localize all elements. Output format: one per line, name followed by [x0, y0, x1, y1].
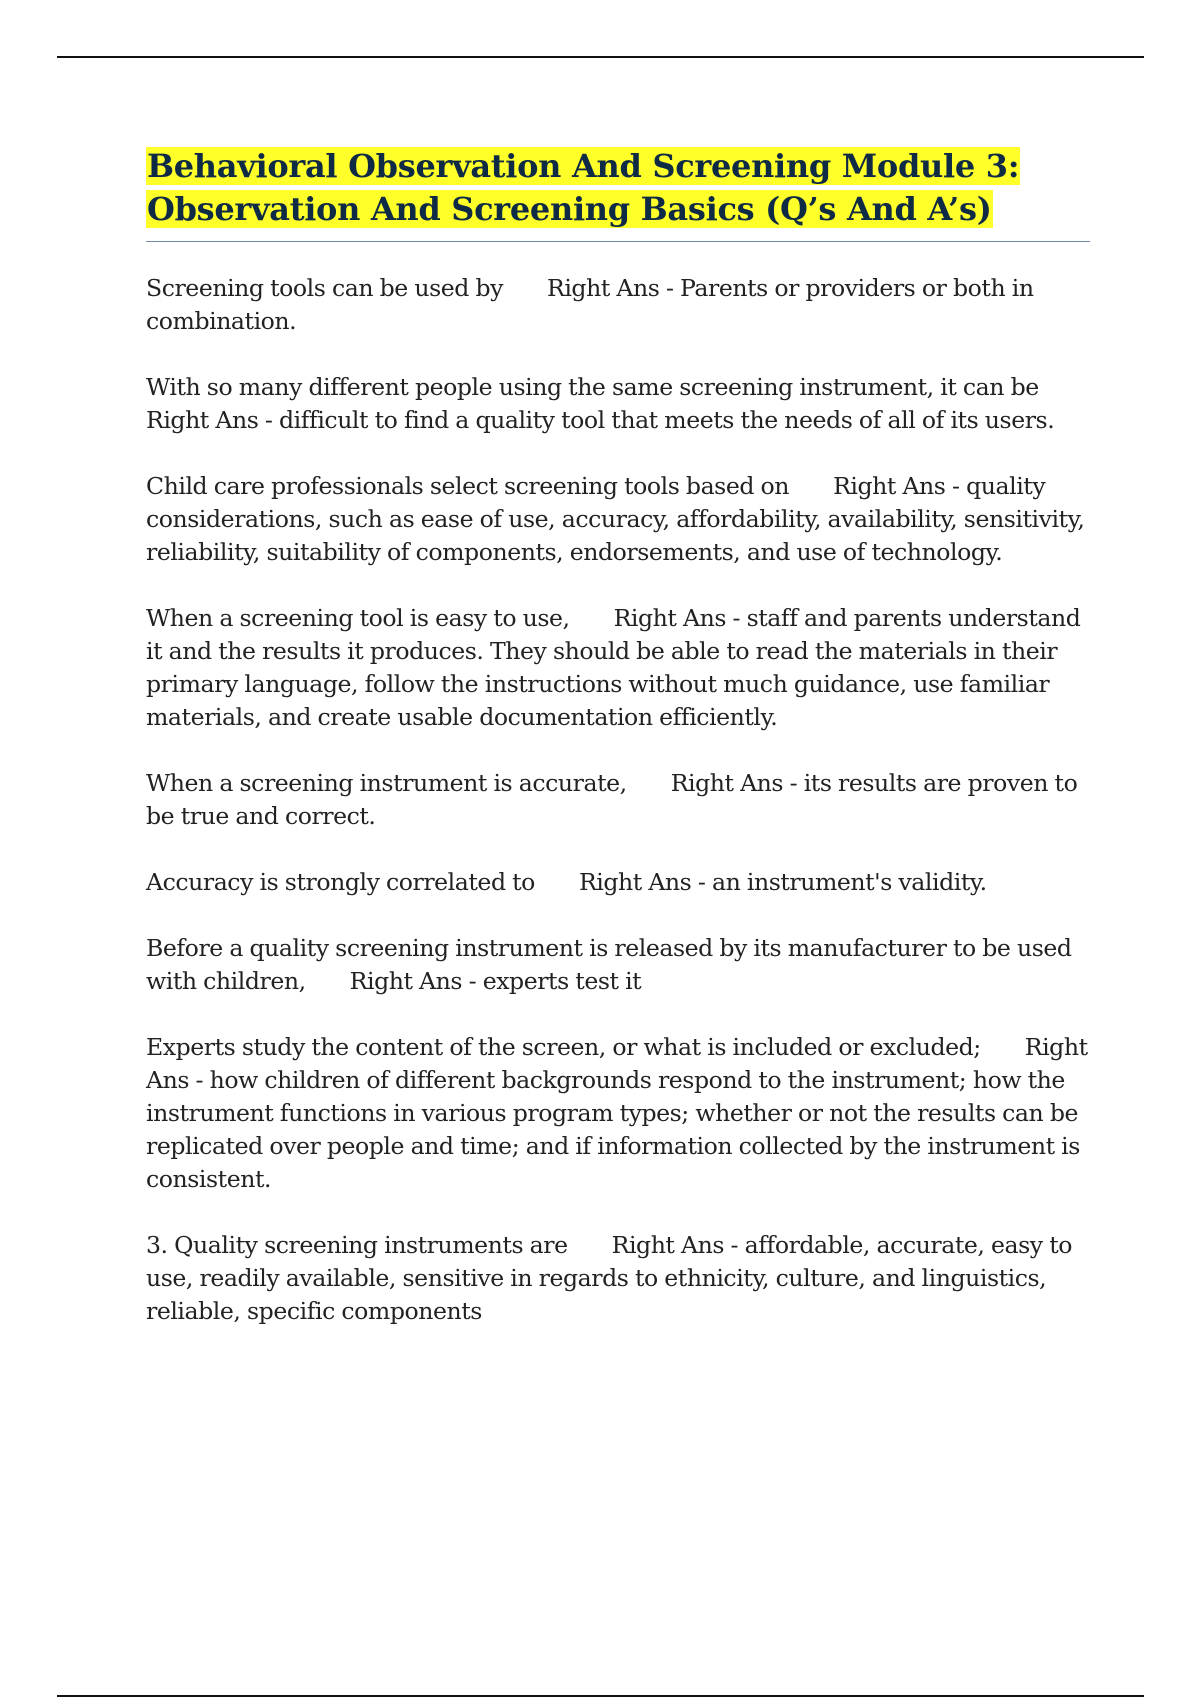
question-text: Child care professionals select screening tools based on [146, 472, 790, 500]
document-title [146, 145, 1090, 231]
answer-prefix: Right Ans - [613, 604, 747, 632]
answer-text: experts test it [482, 967, 642, 995]
question-text: Experts study the content of the screen, or what is included or excluded; [146, 1033, 981, 1061]
answer-prefix: Right Ans - [349, 967, 483, 995]
answer-prefix: Right Ans - [146, 406, 280, 434]
qa-item [146, 371, 1090, 437]
question-text: Screening tools can be used by [146, 274, 504, 302]
answer-text: staff and parents understand it and the results it produces. They should be able to read the materials in their primary language, follow the instructions without much guidance, use familiar materials, and create usable documentation efficiently. [146, 604, 1081, 731]
question-text: With so many different people using the same screening instrument, it can be [146, 373, 1039, 401]
question-text: When a screening instrument is accurate, [146, 769, 627, 797]
qa-item [146, 767, 1090, 833]
qa-item [146, 866, 1090, 899]
header-rule [57, 56, 1144, 58]
answer-text: its results are proven to be true and correct. [146, 769, 1078, 830]
answer-text: how children of different backgrounds respond to the instrument; how the instrument functions in various program types; whether or not the results can be replicated over people and time; and if information collected by the instrument is consistent. [146, 1066, 1080, 1193]
qa-item [146, 932, 1090, 998]
answer-text: affordable, accurate, easy to use, readily available, sensitive in regards to ethnicity, culture, and linguistics, reliable, specific components [146, 1231, 1073, 1325]
title-underline [146, 241, 1090, 242]
answer-text: quality considerations, such as ease of use, accuracy, affordability, availability, sensitivity, reliability, suitability of components, endorsements, and use of technology. [146, 472, 1085, 566]
answer-prefix: Right Ans - [833, 472, 967, 500]
answer-text: an instrument's validity. [711, 868, 987, 896]
qa-item [146, 272, 1090, 338]
qa-item [146, 1031, 1090, 1196]
answer-prefix: Right Ans - [611, 1231, 745, 1259]
answer-prefix: Right Ans - [146, 1033, 1088, 1094]
qa-item [146, 602, 1090, 734]
answer-prefix: Right Ans - [547, 274, 681, 302]
question-text: When a screening tool is easy to use, [146, 604, 570, 632]
question-text: Accuracy is strongly correlated to [146, 868, 535, 896]
answer-prefix: Right Ans - [578, 868, 712, 896]
qa-item [146, 470, 1090, 569]
document-title-text: Behavioral Observation And Screening Module 3: Observation And Screening Basics (Q’s And A’s) [147, 147, 1020, 228]
question-text: 3. Quality screening instruments are [146, 1231, 568, 1259]
question-text: Before a quality screening instrument is released by its manufacturer to be used with children, [146, 934, 1072, 995]
qa-list [146, 272, 1090, 1328]
answer-prefix: Right Ans - [670, 769, 804, 797]
footer-rule [57, 1695, 1144, 1697]
document-body [146, 145, 1090, 1328]
answer-text: Parents or providers or both in combination. [146, 274, 1034, 335]
answer-text: difficult to find a quality tool that meets the needs of all of its users. [279, 406, 1055, 434]
qa-item [146, 1229, 1090, 1328]
